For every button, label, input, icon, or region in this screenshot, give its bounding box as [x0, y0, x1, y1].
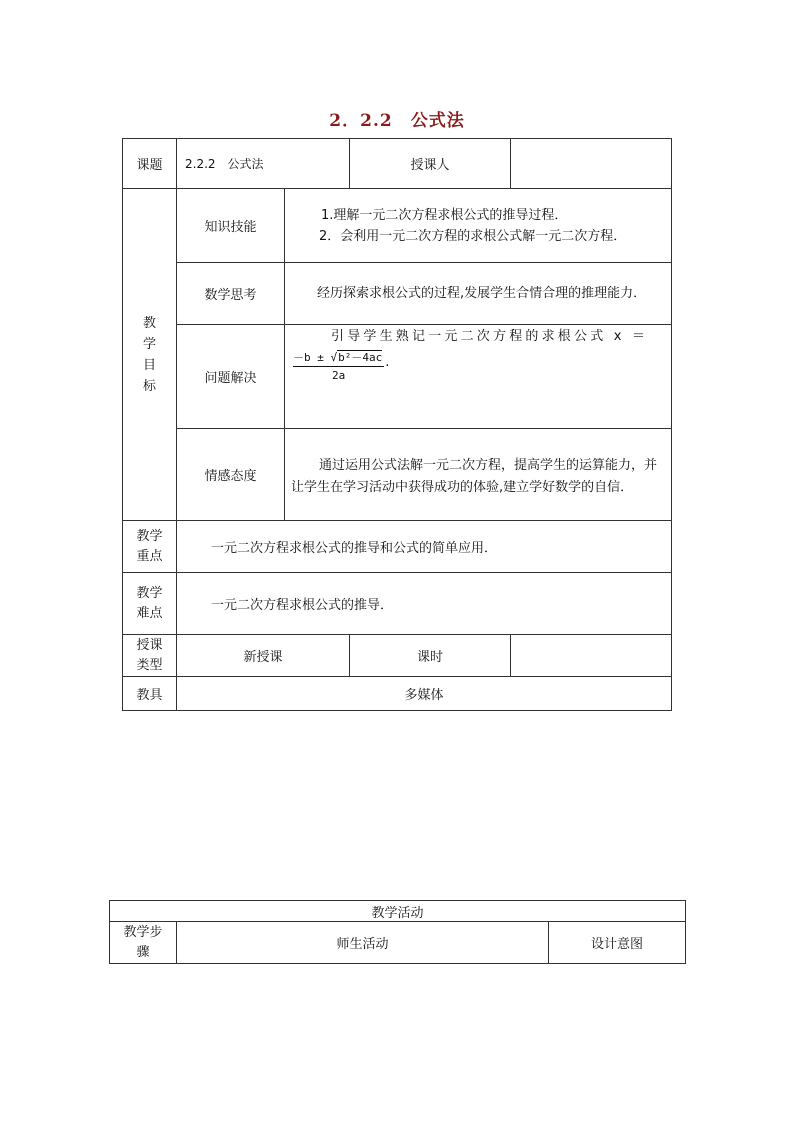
teacher-value — [511, 139, 672, 189]
hours-value — [511, 635, 672, 677]
hours-label: 课时 — [350, 635, 511, 677]
difficulty-label: 教学 难点 — [123, 573, 177, 635]
difficulty-text: 一元二次方程求根公式的推导． — [177, 573, 672, 635]
goal-thinking-row — [123, 263, 672, 325]
intent-label: 设计意图 — [549, 922, 686, 964]
step-label: 教学步 骤 — [110, 922, 177, 964]
teacher-label: 授课人 — [350, 139, 511, 189]
goal-attitude-row — [123, 429, 672, 521]
page-title: 2．2.2 公式法 — [329, 111, 465, 131]
goal-problem-row — [123, 325, 672, 429]
sqrt-icon: √ — [330, 351, 338, 364]
activity-label: 师生活动 — [177, 922, 549, 964]
goal-knowledge-row — [123, 189, 672, 263]
formula-suffix: . — [385, 355, 390, 370]
activity-table — [109, 900, 686, 964]
type-row — [123, 635, 672, 677]
problem-text-line: 引导学生熟记一元二次方程的求根公式 x ＝ — [331, 329, 649, 344]
formula-denominator: 2a — [332, 369, 346, 382]
problem-label: 问题解决 — [177, 325, 285, 429]
attitude-text — [285, 429, 672, 521]
key-points-text: 一元二次方程求根公式的推导和公式的简单应用． — [177, 521, 672, 573]
tools-label: 教具 — [123, 677, 177, 711]
quadratic-formula — [293, 349, 384, 382]
activity-columns-row — [110, 922, 686, 964]
activity-header: 教学活动 — [110, 901, 686, 922]
knowledge-line-2: 2．会利用一元二次方程的求根公式解一元二次方程． — [319, 228, 627, 244]
tools-value: 多媒体 — [177, 677, 672, 711]
attitude-paragraph: 通过运用公式法解一元二次方程，提高学生的运算能力，并让学生在学习活动中获得成功的体验,建立学好数学的自信． — [291, 457, 658, 495]
topic-label: 课题 — [123, 139, 177, 189]
thinking-label: 数学思考 — [177, 263, 285, 325]
key-points-row — [123, 521, 672, 573]
knowledge-label: 知识技能 — [177, 189, 285, 263]
tools-row — [123, 677, 672, 711]
knowledge-text — [285, 189, 672, 263]
problem-text — [285, 325, 672, 429]
goals-label: 教 学 目 标 — [123, 189, 177, 521]
lesson-plan-table — [122, 138, 672, 711]
topic-value: 2.2.2 公式法 — [177, 139, 350, 189]
difficulty-row — [123, 573, 672, 635]
key-points-label: 教学 重点 — [123, 521, 177, 573]
type-value: 新授课 — [177, 635, 350, 677]
topic-row — [123, 139, 672, 189]
attitude-label: 情感态度 — [177, 429, 285, 521]
activity-header-row — [110, 901, 686, 922]
formula-radicand: b²－4ac — [338, 351, 383, 364]
knowledge-line-1: 1.理解一元二次方程求根公式的推导过程． — [321, 207, 568, 223]
formula-numerator: －b ± — [293, 351, 324, 364]
thinking-text: 经历探索求根公式的过程,发展学生合情合理的推理能力． — [285, 263, 672, 325]
type-label: 授课 类型 — [123, 635, 177, 677]
